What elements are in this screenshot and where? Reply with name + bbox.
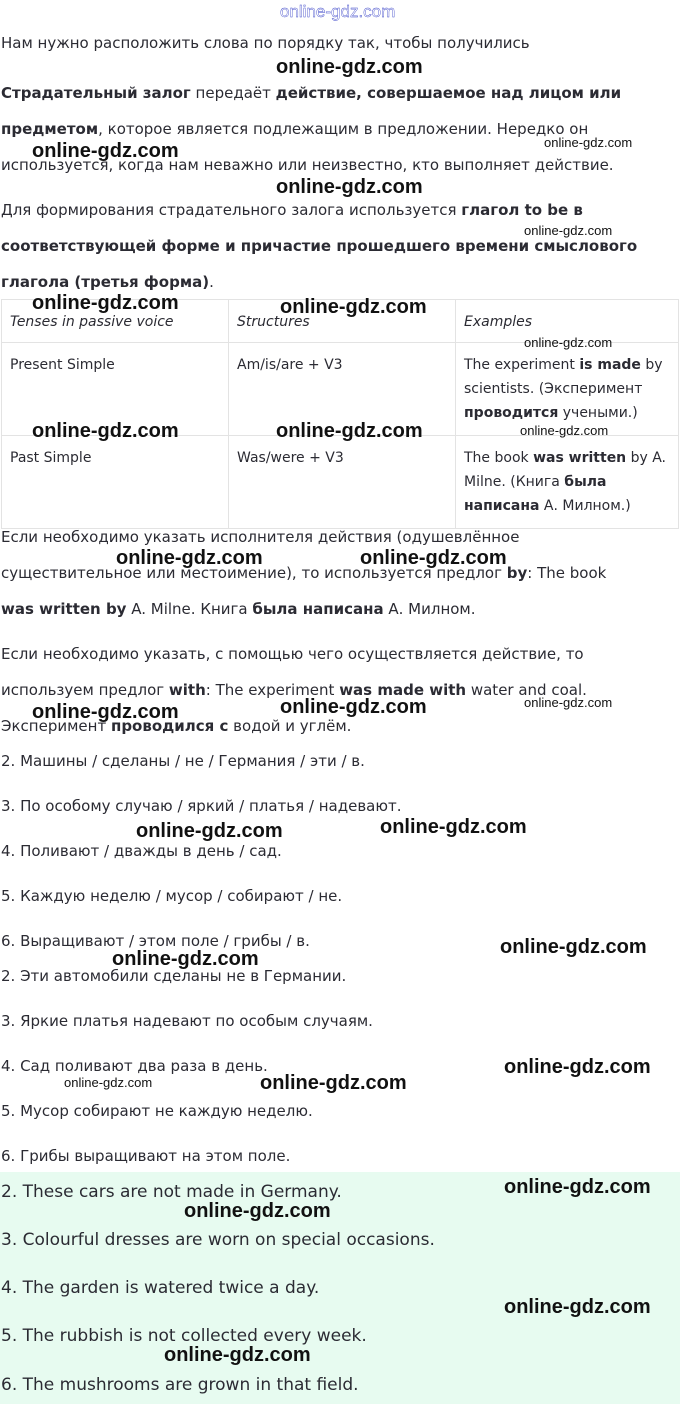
watermark: online-gdz.com: [136, 820, 283, 842]
table-cell-tense: Present Simple: [2, 343, 229, 436]
watermark: online-gdz.com: [276, 176, 423, 198]
task-item: 4. Поливают / дважды в день / сад.: [1, 842, 282, 860]
watermark: online-gdz.com: [380, 816, 527, 838]
table-header-tenses: Tenses in passive voice: [2, 300, 229, 343]
watermark: online-gdz.com: [64, 1075, 153, 1090]
task-item: 2. Машины / сделаны / не / Германия / эти / в.: [1, 752, 365, 770]
rule-line-1: Страдательный залог передаёт действие, совершаемое над лицом или: [1, 84, 622, 102]
watermark: online-gdz.com: [184, 1200, 331, 1222]
watermark: online-gdz.com: [276, 420, 423, 442]
table-cell-structure: Am/is/are + V3: [229, 343, 456, 436]
watermark: online-gdz.com: [32, 420, 179, 442]
watermark: online-gdz.com: [504, 1296, 651, 1318]
ru-answer: 6. Грибы выращивают на этом поле.: [1, 1147, 291, 1165]
with-line-3: Эксперимент проводился с водой и углём.: [1, 717, 352, 735]
watermark: online-gdz.com: [164, 1344, 311, 1366]
en-answer: 3. Colourful dresses are worn on special occasions.: [1, 1230, 435, 1250]
watermark: online-gdz.com: [116, 547, 263, 569]
table-cell-example: The experiment is made by scientists. (Эксперимент проводится учеными.): [456, 343, 679, 436]
rule-line-2: предметом, которое является подлежащим в предложении. Нередко он: [1, 120, 589, 138]
watermark: online-gdz.com: [112, 948, 259, 970]
ru-answer: 3. Яркие платья надевают по особым случаям.: [1, 1012, 373, 1030]
rule-line-3: используется, когда нам неважно или неизвестно, кто выполняет действие.: [1, 156, 614, 174]
rule-line-6: глагола (третья форма).: [1, 273, 214, 291]
table-cell-example: The book was written by A. Milne. (Книга была написана А. Милном.): [456, 436, 679, 529]
watermark: online-gdz.com: [280, 296, 427, 318]
task-item: 5. Каждую неделю / мусор / собирают / не.: [1, 887, 343, 905]
watermark: online-gdz.com: [544, 135, 633, 150]
table-cell-tense: Past Simple: [2, 436, 229, 529]
watermark: online-gdz.com: [524, 223, 613, 238]
watermark: online-gdz.com: [32, 701, 179, 723]
watermark: online-gdz.com: [524, 335, 613, 350]
watermark: online-gdz.com: [500, 936, 647, 958]
rule-line-5: соответствующей форме и причастие прошедшего времени смыслового: [1, 237, 638, 255]
watermark: online-gdz.com: [360, 547, 507, 569]
table-header-examples: Examples: [456, 300, 679, 343]
watermark: online-gdz.com: [520, 423, 609, 438]
task-item: 6. Выращивают / этом поле / грибы / в.: [1, 932, 310, 950]
with-line-2: используем предлог with: The experiment was made with water and coal.: [1, 681, 587, 699]
by-line-2: существительное или местоимение), то используется предлог by: The book: [1, 564, 607, 582]
watermark: online-gdz.com: [32, 140, 179, 162]
watermark: online-gdz.com: [524, 695, 613, 710]
by-line-1: Если необходимо указать исполнителя действия (одушевлённое: [1, 528, 520, 546]
en-answer: 2. These cars are not made in Germany.: [1, 1182, 342, 1202]
watermark: online-gdz.com: [276, 56, 423, 78]
rule-line-4: Для формирования страдательного залога используется глагол to be в: [1, 201, 583, 219]
watermark: online-gdz.com: [280, 2, 396, 21]
watermark: online-gdz.com: [504, 1056, 651, 1078]
intro-text: Нам нужно расположить слова по порядку так, чтобы получились: [1, 34, 530, 52]
task-item: 3. По особому случаю / яркий / платья / надевают.: [1, 797, 402, 815]
ru-answer: 2. Эти автомобили сделаны не в Германии.: [1, 967, 347, 985]
passive-voice-table: [1, 299, 679, 529]
table-cell-structure: Was/were + V3: [229, 436, 456, 529]
watermark: online-gdz.com: [260, 1072, 407, 1094]
with-line-1: Если необходимо указать, с помощью чего осуществляется действие, то: [1, 645, 584, 663]
ru-answer: 5. Мусор собирают не каждую неделю.: [1, 1102, 313, 1120]
en-answer: 5. The rubbish is not collected every week.: [1, 1326, 367, 1346]
table-row: [2, 436, 679, 529]
table-header-structures: Structures: [229, 300, 456, 343]
watermark: online-gdz.com: [32, 292, 179, 314]
en-answer: 6. The mushrooms are grown in that field.: [1, 1375, 359, 1395]
watermark: online-gdz.com: [280, 696, 427, 718]
watermark: online-gdz.com: [504, 1176, 651, 1198]
by-line-3: was written by A. Milne. Книга была написана А. Милном.: [1, 600, 476, 618]
en-answer: 4. The garden is watered twice a day.: [1, 1278, 320, 1298]
ru-answer: 4. Сад поливают два раза в день.: [1, 1057, 268, 1075]
